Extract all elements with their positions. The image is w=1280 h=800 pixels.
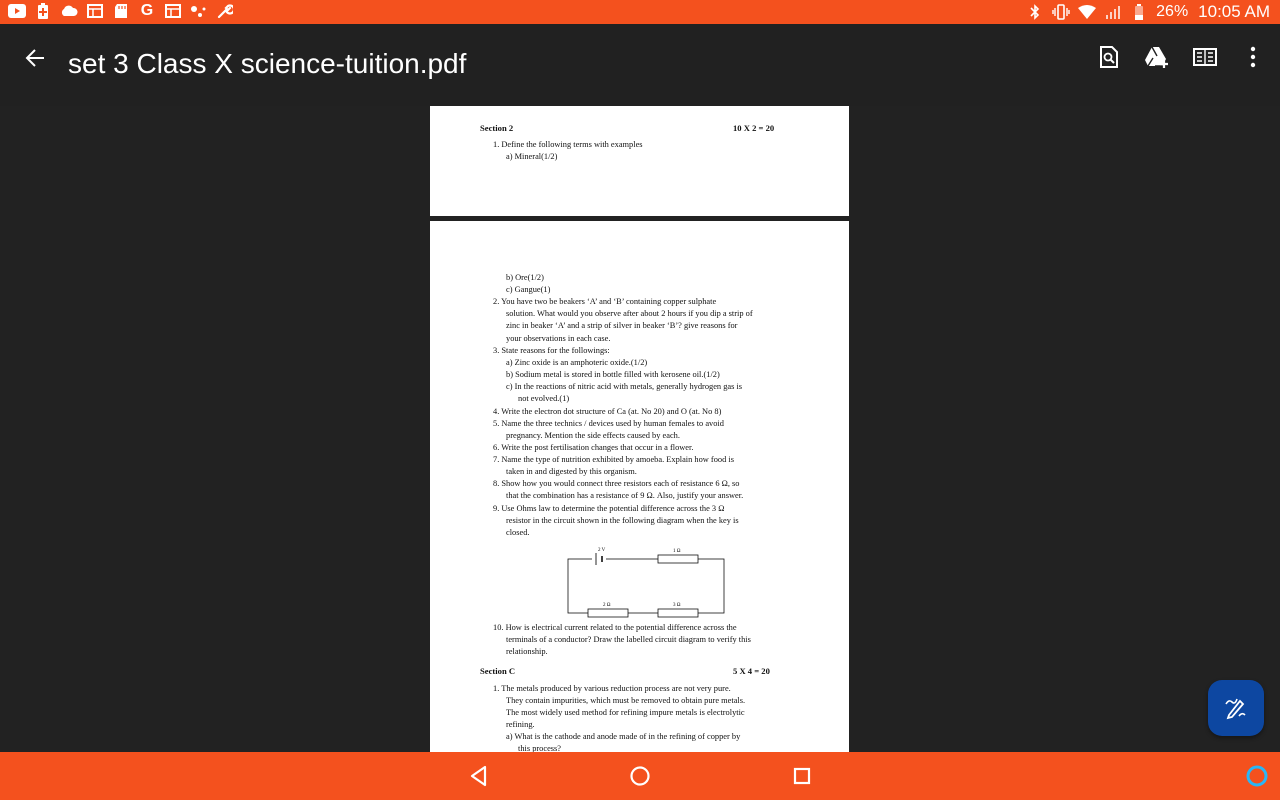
question-line: a) What is the cathode and anode made of in the refining of copper by <box>506 732 741 741</box>
back-triangle-icon <box>469 765 489 787</box>
resistor-1 <box>658 555 698 563</box>
question-line: solution. What would you observe after about 2 hours if you dip a strip of <box>506 309 753 318</box>
question-line: that the combination has a resistance of 9 Ω. Also, justify your answer. <box>506 491 744 500</box>
navigation-bar <box>0 752 1280 800</box>
back-arrow-icon <box>22 44 50 72</box>
book-view-icon <box>1193 47 1217 67</box>
reading-mode-button[interactable] <box>1192 44 1218 70</box>
question-line: 9. Use Ohms law to determine the potential difference across the 3 Ω <box>493 504 725 513</box>
question-line: b) Sodium metal is stored in bottle filled with kerosene oil.(1/2) <box>506 370 720 379</box>
circuit-wire <box>568 559 724 613</box>
app-bar <box>0 24 1280 106</box>
question-line: pregnancy. Mention the side effects caused by each. <box>506 431 680 440</box>
question-line: 1. The metals produced by various reduction process are not very pure. <box>493 684 731 693</box>
question-line: 7. Name the type of nutrition exhibited by amoeba. Explain how food is <box>493 455 734 464</box>
nav-home-button[interactable] <box>628 764 652 788</box>
clock: 10:05 AM <box>1198 2 1270 21</box>
calendar-icon <box>86 2 104 20</box>
document-title: set 3 Class X science-tuition.pdf <box>68 48 467 79</box>
resistor-2 <box>588 609 628 617</box>
question-line: this process? <box>518 744 562 752</box>
status-bar <box>0 0 1280 24</box>
cellular-signal-icon <box>1104 3 1122 21</box>
question-line: a) Zinc oxide is an amphoteric oxide.(1/2) <box>506 358 648 367</box>
wrench-icon <box>216 2 234 20</box>
question-line: c) Gangue(1) <box>506 285 551 294</box>
assistant-circle-icon <box>1245 764 1269 788</box>
question-line: taken in and digested by this organism. <box>506 467 637 476</box>
bluetooth-icon <box>1026 3 1044 21</box>
section-title: Section 2 <box>480 123 514 133</box>
sd-card-icon <box>112 2 130 20</box>
add-to-drive-button[interactable] <box>1144 44 1170 70</box>
home-circle-icon <box>629 765 651 787</box>
question-line: c) In the reactions of nitric acid with metals, generally hydrogen gas is <box>506 382 743 391</box>
battery-saver-icon <box>34 2 52 20</box>
question-line: b) Ore(1/2) <box>506 273 544 282</box>
section-marks: 5 X 4 = 20 <box>733 666 770 676</box>
vibrate-icon <box>1052 3 1070 21</box>
nav-recents-button[interactable] <box>790 764 814 788</box>
question-line: 5. Name the three technics / devices used by human females to avoid <box>493 419 724 428</box>
question-line: 6. Write the post fertilisation changes that occur in a flower. <box>493 443 694 452</box>
question-line: your observations in each case. <box>506 334 611 343</box>
wifi-icon <box>1078 3 1096 21</box>
more-options-button[interactable] <box>1240 44 1266 70</box>
pdf-viewer[interactable] <box>0 106 1280 752</box>
calendar-icon <box>164 2 182 20</box>
annotate-fab-button[interactable] <box>1208 680 1264 736</box>
find-in-page-icon <box>1098 45 1120 69</box>
resistor-3 <box>658 609 698 617</box>
pdf-page-2 <box>430 221 849 752</box>
battery-icon <box>1130 3 1148 21</box>
cloud-icon <box>60 2 78 20</box>
wifi-signal-icon <box>190 2 208 20</box>
circuit-diagram <box>566 547 726 619</box>
section-title: Section C <box>480 666 516 676</box>
question-line: 3. State reasons for the followings: <box>493 346 610 355</box>
nav-back-button[interactable] <box>467 764 491 788</box>
question-line: terminals of a conductor? Draw the labelled circuit diagram to verify this <box>506 635 751 644</box>
question-line: The most widely used method for refining impure metals is electrolytic <box>506 708 745 717</box>
battery-percent: 26% <box>1156 3 1189 20</box>
pen-edit-icon <box>1223 695 1249 721</box>
question-line: 4. Write the electron dot structure of Ca (at. No 20) and O (at. No 8) <box>493 407 722 416</box>
question-line: 2. You have two be beakers ‘A’ and ‘B’ containing copper sulphate <box>493 297 717 306</box>
more-vert-icon <box>1250 46 1256 68</box>
question-line: not evolved.(1) <box>518 394 570 403</box>
question-line: 1. Define the following terms with examples <box>493 140 643 149</box>
resistor-label: 3 Ω <box>673 603 681 608</box>
resistor-label: 2 Ω <box>603 603 611 608</box>
notification-icons <box>8 2 234 20</box>
battery-label: 2 V <box>598 548 606 553</box>
question-line: relationship. <box>506 647 548 656</box>
youtube-icon <box>8 2 26 20</box>
question-line: resistor in the circuit shown in the following diagram when the key is <box>506 516 739 525</box>
drive-add-icon <box>1144 46 1170 68</box>
question-line: They contain impurities, which must be removed to obtain pure metals. <box>506 696 746 705</box>
search-document-button[interactable] <box>1096 44 1122 70</box>
section-marks: 10 X 2 = 20 <box>733 123 775 133</box>
question-line: refining. <box>506 720 535 729</box>
question-line: 8. Show how you would connect three resistors each of resistance 6 Ω, so <box>493 479 740 488</box>
question-line: closed. <box>506 528 530 537</box>
resistor-label: 1 Ω <box>673 549 681 554</box>
back-button[interactable] <box>22 44 50 72</box>
assistant-button[interactable] <box>1245 764 1269 788</box>
question-line: 10. How is electrical current related to the potential difference across the <box>493 623 737 632</box>
pdf-page-1 <box>430 106 849 216</box>
question-line: zinc in beaker ‘A’ and a strip of silver in beaker ‘B’? give reasons for <box>506 321 738 330</box>
google-icon: G <box>140 2 154 19</box>
recents-square-icon <box>792 766 812 786</box>
question-line: a) Mineral(1/2) <box>506 152 558 161</box>
